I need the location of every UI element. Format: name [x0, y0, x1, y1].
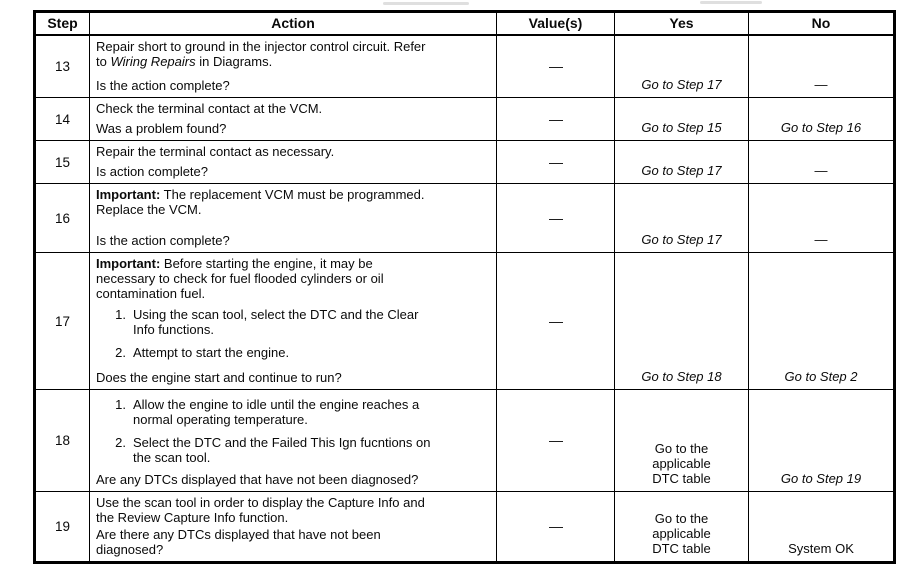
text-line: [96, 472, 493, 487]
table-body: [35, 35, 895, 563]
scan-artifact: [700, 1, 762, 4]
value-dash: —: [549, 432, 562, 448]
no-cell: [749, 35, 895, 98]
step-cell: [35, 98, 90, 141]
text-segment: Info functions.: [133, 322, 214, 337]
no-cell: [749, 390, 895, 492]
text-segment: Repair the terminal contact as necessary.: [96, 144, 335, 159]
step-cell: [35, 492, 90, 563]
text-segment: Allow the engine to idle until the engine reaches a: [133, 397, 420, 412]
no-directive: [781, 471, 861, 486]
text-line: [96, 370, 493, 385]
action-text: [96, 144, 493, 159]
no-directive: [815, 77, 828, 92]
value-dash: —: [549, 312, 562, 329]
no-cell: [749, 492, 895, 563]
header-yes: Yes: [615, 12, 749, 35]
text-line: [96, 495, 493, 510]
directive-line: Go to Step 17: [641, 77, 722, 92]
text-line: [133, 322, 493, 337]
directive-line: Go to Step 17: [641, 232, 722, 247]
action-cell: [90, 390, 497, 492]
text-line: [133, 345, 493, 360]
action-question: [96, 472, 493, 487]
action-text: [96, 101, 493, 116]
text-segment: Are there any DTCs displayed that have not been: [96, 527, 381, 542]
text-segment: necessary to check for fuel flooded cylinders or oil: [96, 271, 384, 286]
text-segment: Attempt to start the engine.: [133, 345, 290, 360]
yes-cell: [615, 492, 749, 563]
text-segment: Are any DTCs displayed that have not been diagnosed?: [96, 472, 419, 487]
text-segment: Replace the VCM.: [96, 202, 202, 217]
text-segment: Repair short to ground in the injector control circuit. Refer: [96, 38, 426, 54]
text-line: [96, 54, 493, 69]
table-row: [35, 253, 895, 390]
text-line: [96, 144, 493, 159]
step-number: 19: [54, 519, 71, 534]
list-item: [96, 435, 493, 465]
action-question: [96, 121, 493, 136]
value-dash: —: [549, 57, 562, 74]
yes-directive: [641, 120, 721, 135]
text-line: [133, 450, 493, 465]
text-segment: Wiring Repairs: [110, 53, 196, 69]
text-segment: Select the DTC and the Failed This Ign fucntions on: [133, 435, 431, 450]
list-number: 2.: [115, 435, 126, 450]
text-line: [96, 164, 493, 179]
text-line: [96, 233, 493, 248]
header-no: No: [749, 12, 895, 35]
text-segment: diagnosed?: [96, 542, 164, 557]
table-row: [35, 492, 895, 563]
text-segment: normal operating temperature.: [133, 412, 308, 427]
yes-directive: [652, 441, 711, 486]
text-segment: Was a problem found?: [96, 121, 227, 136]
no-cell: [749, 253, 895, 390]
directive-line: —: [814, 232, 828, 247]
text-segment: Important:: [96, 187, 161, 202]
step-number: 13: [54, 58, 71, 74]
text-segment: Check the terminal contact at the VCM.: [96, 101, 323, 116]
directive-line: System OK: [788, 541, 854, 556]
text-segment: Important:: [96, 256, 161, 271]
step-number: 15: [54, 154, 71, 170]
scan-artifact: [383, 2, 469, 5]
action-text: [96, 39, 493, 69]
directive-line: DTC table: [652, 471, 711, 486]
text-segment: Is action complete?: [96, 164, 209, 179]
action-cell: [90, 184, 497, 253]
text-line: [133, 397, 493, 412]
directive-line: Go to the: [654, 441, 709, 456]
yes-cell: [615, 253, 749, 390]
text-line: [96, 39, 493, 54]
text-line: [133, 435, 493, 450]
list-number: 1.: [115, 307, 126, 322]
text-line: [96, 121, 493, 136]
value-dash: —: [549, 209, 562, 226]
no-directive: [785, 369, 858, 384]
directive-line: —: [814, 163, 828, 178]
step-cell: [35, 390, 90, 492]
yes-cell: [615, 35, 749, 98]
yes-cell: [615, 390, 749, 492]
text-line: [96, 187, 493, 202]
value-cell: [497, 98, 615, 141]
yes-directive: [641, 77, 721, 92]
directive-line: —: [814, 77, 828, 92]
value-cell: [497, 390, 615, 492]
action-question: [96, 78, 493, 93]
text-segment: The replacement VCM must be programmed.: [160, 187, 425, 202]
header-values: Value(s): [497, 12, 615, 35]
yes-directive: [641, 369, 721, 384]
no-directive: [788, 541, 854, 556]
value-cell: [497, 492, 615, 563]
yes-directive: [652, 511, 711, 556]
action-question: [96, 527, 493, 557]
yes-cell: [615, 98, 749, 141]
directive-line: Go to the: [654, 511, 709, 526]
text-line: [96, 256, 493, 271]
yes-cell: [615, 141, 749, 184]
text-line: [133, 412, 493, 427]
text-segment: contamination fuel.: [96, 286, 206, 301]
text-segment: Does the engine start and continue to run?: [96, 370, 342, 385]
action-cell: [90, 98, 497, 141]
list-item: [96, 345, 493, 360]
no-cell: [749, 141, 895, 184]
list-number: 1.: [115, 397, 126, 412]
table-row: [35, 35, 895, 98]
text-segment: the Review Capture Info function.: [96, 510, 289, 525]
text-segment: Is the action complete?: [96, 233, 230, 248]
table-row: [35, 184, 895, 253]
value-cell: [497, 35, 615, 98]
table-row: [35, 141, 895, 184]
text-line: [96, 202, 493, 217]
table-header: [35, 12, 895, 35]
action-text: [96, 187, 493, 217]
directive-line: Go to Step 19: [780, 471, 862, 486]
value-cell: [497, 253, 615, 390]
step-number: 18: [54, 433, 71, 448]
header-step: Step: [35, 12, 90, 35]
text-segment: to: [96, 53, 111, 69]
action-cell: [90, 141, 497, 184]
step-cell: [35, 184, 90, 253]
header-action: Action: [90, 12, 497, 35]
text-line: [96, 286, 493, 301]
yes-cell: [615, 184, 749, 253]
text-line: [96, 101, 493, 116]
directive-line: DTC table: [652, 541, 711, 556]
text-line: [96, 527, 493, 542]
step-number: 14: [54, 111, 71, 127]
header-row: [35, 12, 895, 35]
value-cell: [497, 141, 615, 184]
no-directive: [781, 120, 861, 135]
step-number: 17: [54, 313, 71, 329]
text-line: [96, 510, 493, 525]
step-cell: [35, 253, 90, 390]
dtc-step-table: [33, 10, 896, 564]
list-item: [96, 397, 493, 427]
text-segment: in Diagrams.: [195, 53, 273, 69]
directive-line: Go to Step 18: [641, 369, 722, 384]
value-dash: —: [549, 518, 562, 534]
no-cell: [749, 184, 895, 253]
directive-line: Go to Step 16: [780, 120, 862, 135]
table-row: [35, 98, 895, 141]
directive-line: Go to Step 15: [641, 120, 722, 135]
action-question: [96, 233, 493, 248]
action-cell: [90, 253, 497, 390]
step-cell: [35, 141, 90, 184]
no-cell: [749, 98, 895, 141]
no-directive: [815, 163, 828, 178]
text-segment: Is the action complete?: [96, 78, 230, 93]
action-cell: [90, 492, 497, 563]
value-dash: —: [549, 110, 562, 127]
text-line: [133, 307, 493, 322]
action-cell: [90, 35, 497, 98]
directive-line: applicable: [652, 526, 711, 541]
action-text: [96, 495, 493, 525]
directive-line: applicable: [652, 456, 711, 471]
value-dash: —: [549, 153, 562, 170]
list-number: 2.: [115, 345, 126, 360]
text-segment: Before starting the engine, it may be: [160, 256, 373, 271]
value-cell: [497, 184, 615, 253]
yes-directive: [641, 163, 721, 178]
text-segment: Using the scan tool, select the DTC and the Clear: [133, 307, 419, 322]
text-line: [96, 271, 493, 286]
action-text: [96, 256, 493, 301]
action-question: [96, 370, 493, 385]
text-segment: Use the scan tool in order to display the Capture Info and: [96, 495, 425, 510]
action-question: [96, 164, 493, 179]
text-line: [96, 542, 493, 557]
directive-line: Go to Step 2: [784, 369, 858, 384]
step-cell: [35, 35, 90, 98]
text-line: [96, 78, 493, 93]
diagnostic-table: [33, 10, 896, 564]
list-item: [96, 307, 493, 337]
step-number: 16: [54, 210, 71, 226]
directive-line: Go to Step 17: [641, 163, 722, 178]
no-directive: [815, 232, 828, 247]
text-segment: the scan tool.: [133, 450, 211, 465]
yes-directive: [641, 232, 721, 247]
table-row: [35, 390, 895, 492]
